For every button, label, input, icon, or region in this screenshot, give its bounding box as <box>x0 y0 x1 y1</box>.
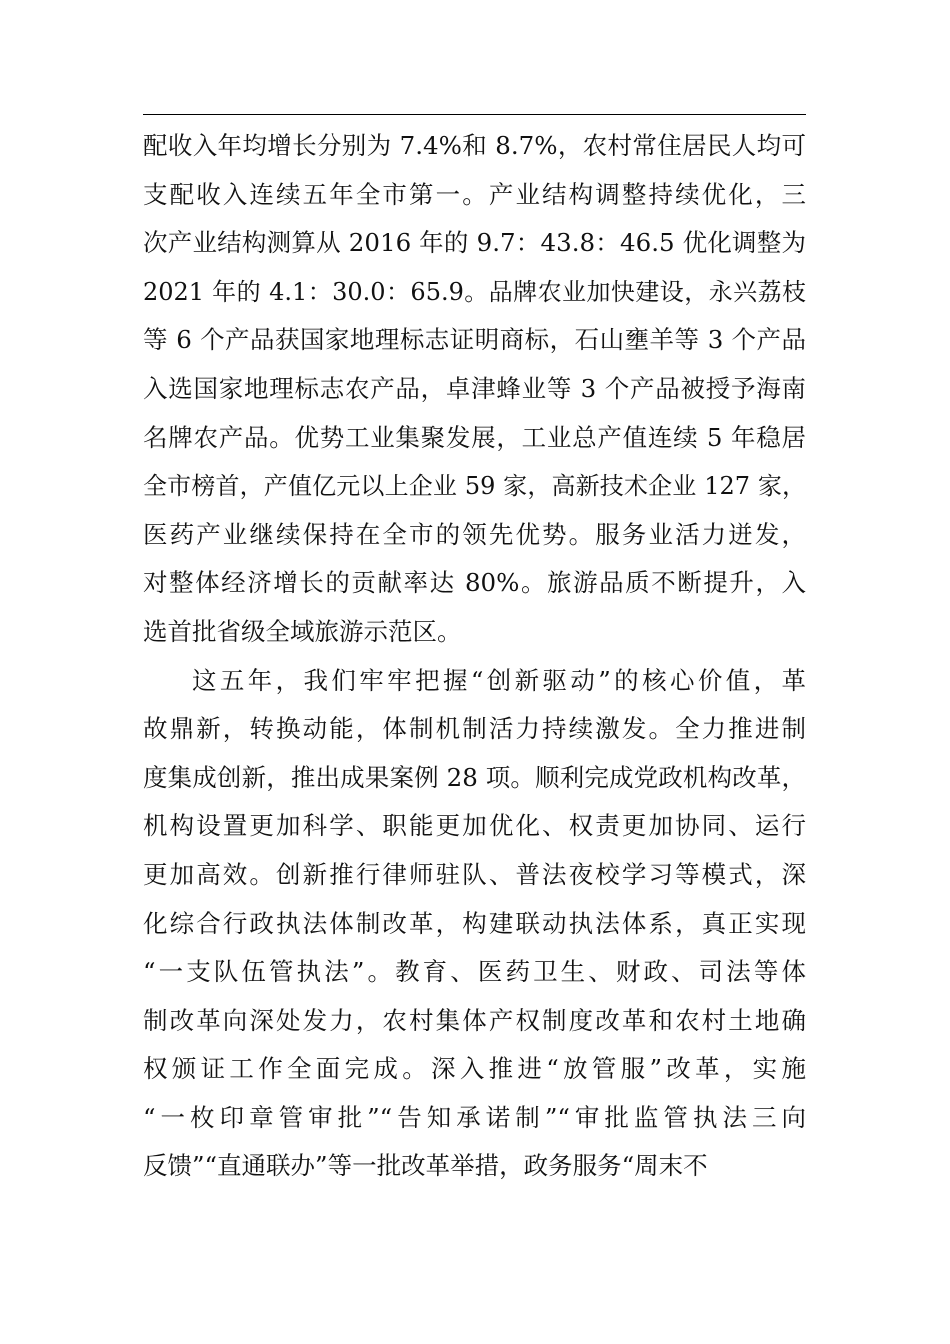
paragraph-1 <box>143 122 806 657</box>
text-line: 名牌农产品。优势工业集聚发展，工业总产值连续 5 年稳居 <box>143 422 806 452</box>
text-line: 全市榜首，产值亿元以上企业 59 家，高新技术企业 127 家， <box>143 472 806 501</box>
text-line: 医药产业继续保持在全市的领先优势。服务业活力迸发， <box>143 519 806 549</box>
text-line: 次产业结构测算从 2016 年的 9.7：43.8：46.5 优化调整为 <box>143 228 806 258</box>
text-line: 等 6 个产品获国家地理标志证明商标，石山壅羊等 3 个产品 <box>143 325 806 355</box>
text-line: 化综合行政执法体制改革，构建联动执法体系，真正实现 <box>143 908 806 938</box>
header-rule <box>143 114 806 115</box>
text-line: 这五年，我们牢牢把握“创新驱动”的核心价值，革 <box>192 665 806 695</box>
text-line: 对整体经济增长的贡献率达 80%。旅游品质不断提升，入 <box>143 568 806 598</box>
text-line: “一枚印章管审批”“告知承诺制”“审批监管执法三向 <box>143 1102 806 1132</box>
text-line: 选首批省级全域旅游示范区。 <box>143 616 462 646</box>
text-line: 度集成创新，推出成果案例 28 项。顺利完成党政机构改革， <box>143 762 806 792</box>
text-line: 机构设置更加科学、职能更加优化、权责更加协同、运行 <box>143 811 806 841</box>
text-line: 反馈”“直通联办”等一批改革举措，政务服务“周末不 <box>143 1151 708 1181</box>
paragraph-2 <box>143 657 806 1192</box>
text-line: 制改革向深处发力，农村集体产权制度改革和农村土地确 <box>143 1005 806 1035</box>
text-line: “一支队伍管执法”。教育、医药卫生、财政、司法等体 <box>143 957 806 987</box>
text-line: 故鼎新，转换动能，体制机制活力持续激发。全力推进制 <box>143 714 806 744</box>
text-line: 权颁证工作全面完成。深入推进“放管服”改革，实施 <box>143 1054 806 1084</box>
text-line: 支配收入连续五年全市第一。产业结构调整持续优化，三 <box>143 179 806 209</box>
text-line: 更加高效。创新推行律师驻队、普法夜校学习等模式，深 <box>143 859 806 889</box>
document-body <box>143 122 806 1191</box>
text-line: 配收入年均增长分别为 7.4%和 8.7%，农村常住居民人均可 <box>143 131 806 160</box>
text-line: 入选国家地理标志农产品，卓津蜂业等 3 个产品被授予海南 <box>143 373 806 403</box>
text-line: 2021 年的 4.1：30.0：65.9。品牌农业加快建设，永兴荔枝 <box>143 277 806 306</box>
